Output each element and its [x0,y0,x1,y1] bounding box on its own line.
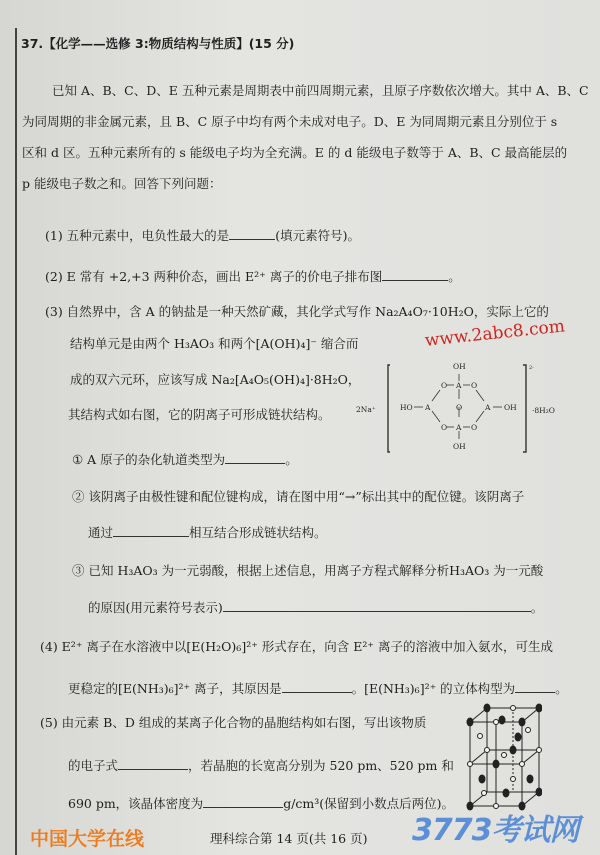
q2-text: (2) E 常有 +2,+3 两种价态，画出 E²⁺ 离子的价电子排布图 [45,269,383,284]
q3-sub2-line1: ② 该阴离子由极性键和配位键构成，请在图中用“→”标出其中的配位键。该阴离子 [72,489,525,504]
question-title: 37.【化学——选修 3:物质结构与性质】(15 分) [21,36,295,51]
charge-label: 2- [529,365,534,371]
answer-blank[interactable] [382,268,448,281]
q5-line2 [68,757,454,774]
q3-sub1 [72,451,298,468]
intro-line: 已知 A、B、C、D、E 五种元素是周期表中前四周期元素，且原子序数依次增大。其中 A、B、C [52,83,589,98]
answer-blank[interactable] [118,757,188,770]
q1-text-end: (填元素符号)。 [275,228,360,243]
hydrate-label: ·8H₂O [532,406,555,415]
atom-a: A [456,423,462,432]
atom-oh: OH [453,362,466,371]
logo-watermark-top: 3773考试网 [412,813,579,848]
question-2 [45,268,461,285]
q3-line: 成的双六元环，应该写成 Na₂[A₄O₅(OH)₄]·8H₂O， [70,372,361,387]
site-watermark: www.2abc8.com [423,316,566,351]
sub1-text-end: 。 [285,452,298,467]
margin-line [15,28,17,855]
q5-text: 690 pm，该晶体密度为 [68,796,204,811]
sub3-text: 的原因(用元素符号表示) [88,600,223,615]
answer-blank[interactable] [229,227,275,240]
q5-text-mid: ，若晶胞的长宽高分别为 520 pm、520 pm 和 [188,758,454,773]
anion-structure-diagram [356,357,566,457]
intro-line: 区和 d 区。五种元素所有的 s 能级电子均为全充满。E 的 d 能级电子数等于 A、B、C 最高能层的 [22,145,568,160]
atom-oh: OH [504,403,517,412]
q3-line: 结构单元是由两个 H₃AO₃ 和两个[A(OH)₄]⁻ 缩合而 [70,336,359,351]
answer-blank[interactable] [225,451,285,464]
question-1 [45,227,360,244]
q4-text: 更稳定的[E(NH₃)₆]²⁺ 离子，其原因是 [68,681,282,696]
q3-line: 其结构式如右图，它的阴离子可形成链状结构。 [68,407,331,422]
sub2-text: 通过 [88,525,114,540]
atom-o: O [471,423,478,432]
atom-a: A [425,403,431,412]
q4-text-end: 。 [555,681,568,696]
q5-text: 的电子式 [68,758,119,773]
atom-o: O [441,423,448,432]
q2-text-end: 。 [448,269,461,284]
atom-oh: OH [453,442,466,451]
answer-blank[interactable] [203,795,283,808]
q3-sub3-line1: ③ 已知 H₃AO₃ 为一元弱酸，根据上述信息，用离子方程式解释分析H₃AO₃ 为一元酸 [72,563,544,578]
sub1-text: ① A 原子的杂化轨道类型为 [72,452,226,467]
right-bracket [523,365,526,452]
atom-a: A [456,381,462,390]
q4-line1: (4) E²⁺ 离子在水溶液中以[E(H₂O)₆]²⁺ 形式存在，向含 E²⁺ 离子的溶液中加入氨水，可生成 [40,639,553,654]
sodium-cation: 2Na⁺ [356,405,376,414]
intro-line: 为同周期的非金属元素，且 B、C 原子中均有两个未成对电子。D、E 为同周期元素且分别位于 s [22,114,558,129]
atom-o: O [456,403,463,412]
q5-text-end: g/cm³(保留到小数点后两位)。 [283,796,455,811]
atom-o: O [471,381,478,390]
atom-ho: HO [400,403,413,412]
intro-line: p 能级电子数之和。回答下列问题： [22,176,222,191]
q3-sub2-line2 [88,524,327,541]
atom-o: O [441,381,448,390]
q3-line: (3) 自然界中，含 A 的钠盐是一种天然矿藏，其化学式写作 Na₂A₄O₇·10H₂O，实际上它的 [45,304,549,319]
answer-blank[interactable] [223,599,531,612]
q4-line2 [68,680,568,697]
answer-blank[interactable] [515,680,555,693]
answer-blank[interactable] [282,680,352,693]
q4-text-mid: 。[E(NH₃)₆]²⁺ 的立体构型为 [351,681,516,696]
sub3-text-end: 。 [530,600,544,615]
q1-text: (1) 五种元素中，电负性最大的是 [45,228,230,243]
q5-line3 [68,795,454,812]
q5-line1: (5) 由元素 B、D 组成的某离子化合物的晶胞结构如右图，写出该物质 [40,715,427,730]
sub2-text-end: 相互结合形成链状结构。 [189,525,327,540]
page-footer: 理科综合第 14 页(共 16 页) [210,831,368,846]
crystal-cell-diagram [462,700,542,812]
q3-sub3-line2 [88,599,543,616]
logo-watermark-bottom: 中国大学在线 [30,828,145,850]
answer-blank[interactable] [113,524,189,537]
left-bracket [388,365,390,452]
atom-a: A [485,403,491,412]
